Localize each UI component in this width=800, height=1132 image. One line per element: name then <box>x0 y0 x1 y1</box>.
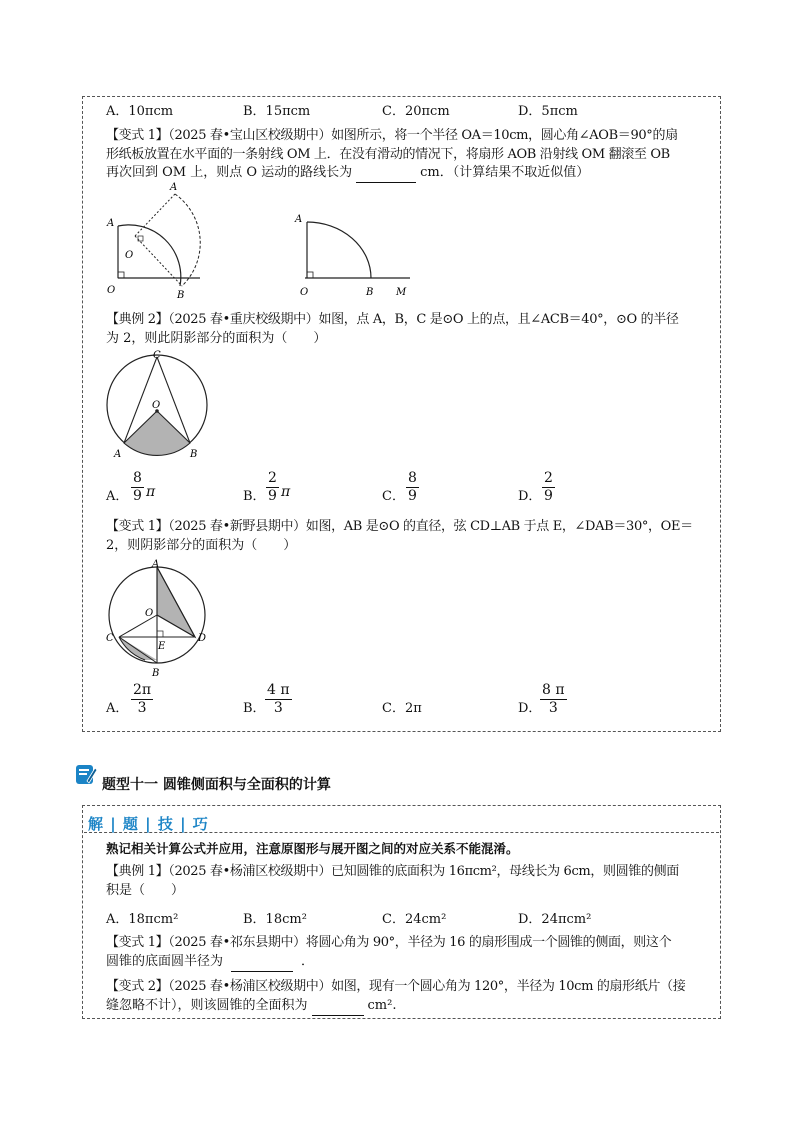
example2-option-c-num: 8 <box>408 470 417 486</box>
top-option-a: A．10πcm <box>106 104 174 119</box>
fig2-label-o: O <box>300 287 309 298</box>
variant1-line3-before: 再次回到 OM 上，则点 O 运动的路线长为 <box>106 165 353 180</box>
variant1b-option-d-frac <box>540 682 567 717</box>
example2-option-c-den: 9 <box>408 488 417 504</box>
sector-on-ray-figure <box>290 208 420 303</box>
fig1-label-o-base: O <box>107 285 116 296</box>
fig3-label-o: O <box>152 400 161 411</box>
fig3-label-c: C <box>153 350 161 361</box>
example2-option-d-den: 9 <box>544 488 553 504</box>
variant1b-option-c: C．2π <box>382 701 422 716</box>
example2-option-a-frac <box>131 470 144 505</box>
example2-option-d-num: 2 <box>544 470 553 486</box>
variant1b-line1: 【变式 1】（2025 春•新野县期中）如图，AB 是⊙O 的直径，弦 CD⊥AB 于点 E，∠DAB＝30°，OE＝ <box>106 519 693 534</box>
variant1c-line2 <box>106 952 314 972</box>
fig4-label-c: C <box>106 633 114 644</box>
example2-option-a-pi: π <box>146 484 156 500</box>
example2-option-b-frac <box>266 470 279 505</box>
example1-option-b: B．18cm² <box>243 912 307 927</box>
variant1b-option-a-den: 3 <box>137 700 147 716</box>
pencil-note-icon <box>74 762 98 786</box>
example1-option-c: C．24cm² <box>382 912 447 927</box>
top-option-c: C．20πcm <box>382 104 450 119</box>
variant1-line1: 【变式 1】（2025 春•宝山区校级期中）如图所示，将一个半径 OA＝10cm，圆心角∠AOB＝90°的扇 <box>106 128 678 143</box>
example2-option-c-label: C． <box>382 489 405 504</box>
diameter-chord-figure <box>100 556 215 678</box>
fig4-label-b: B <box>152 668 160 678</box>
variant1-line2: 形纸板放置在水平面的一条射线 OM 上．在没有滑动的情况下，将扇形 AOB 沿射线 OM 翻滚至 OB <box>106 147 670 162</box>
answer-blank <box>312 1001 364 1016</box>
example1-option-a: A．18πcm² <box>106 912 179 927</box>
fig3-label-b: B <box>190 449 198 460</box>
example2-option-b-num: 2 <box>268 470 277 486</box>
top-option-b: B．15πcm <box>243 104 311 119</box>
fig4-label-e: E <box>158 641 166 652</box>
variant1c-line2-after: ． <box>301 954 315 969</box>
variant1b-option-d-label: D． <box>518 701 542 716</box>
variant1b-option-a-num: 2π <box>133 682 152 698</box>
variant1b-option-d-num: 8 π <box>542 682 565 698</box>
example2-line1: 【典例 2】（2025 春•重庆校级期中）如图，点 A，B，C 是⊙O 上的点，且∠ACB＝40°，⊙O 的半径 <box>106 312 679 327</box>
example2-option-b-pi: π <box>281 484 291 500</box>
top-option-d: D．5πcm <box>518 104 578 119</box>
fig4-label-o: O <box>145 608 154 619</box>
variant1b-line2: 2，则阴影部分的面积为（ ） <box>106 538 297 553</box>
variant1b-option-b-num: 4 π <box>267 682 290 698</box>
section-title: 题型十一 圆锥侧面积与全面积的计算 <box>102 777 331 793</box>
example2-option-d-label: D． <box>518 489 542 504</box>
variant2-line2 <box>106 996 396 1016</box>
example2-option-a-den: 9 <box>133 488 142 504</box>
fig2-label-b: B <box>366 287 374 298</box>
variant1b-option-b-den: 3 <box>273 700 283 716</box>
fig2-label-a: A <box>295 214 303 225</box>
tips-heading: 解 | 题 | 技 | 巧 <box>88 815 209 833</box>
inscribed-angle-figure <box>100 347 215 462</box>
example2-line2: 为 2，则此阴影部分的面积为（ ） <box>106 331 327 346</box>
example1-line1: 【典例 1】（2025 春•杨浦区校级期中）已知圆锥的底面积为 16πcm²，母线长为 6cm，则圆锥的侧面 <box>106 864 679 879</box>
example1-line2: 积是（ ） <box>106 883 185 898</box>
variant1-line3-after: cm．（计算结果不取近似值） <box>420 165 590 180</box>
variant1c-line1: 【变式 1】（2025 春•祁东县期中）将圆心角为 90°，半径为 16 的扇形围成一个圆锥的侧面，则这个 <box>106 935 672 950</box>
variant1b-option-b-label: B． <box>243 701 266 716</box>
variant1b-option-b-frac <box>265 682 292 717</box>
example2-option-d-frac <box>542 470 555 505</box>
variant1b-option-d-den: 3 <box>548 700 558 716</box>
example2-option-b-den: 9 <box>268 488 277 504</box>
fig4-label-d: D <box>198 633 207 644</box>
variant1c-line2-before: 圆锥的底面圆半径为 <box>106 954 224 969</box>
fig1-label-o: O <box>125 250 134 261</box>
fig3-label-a: A <box>114 449 122 460</box>
fig2-label-m: M <box>396 287 407 298</box>
variant2-line2-after: cm². <box>367 998 397 1013</box>
fig1-label-a-top: A <box>170 182 178 193</box>
fig1-label-a: A <box>107 218 115 229</box>
fig1-label-b: B <box>177 290 185 301</box>
variant1b-option-a-label: A． <box>106 701 129 716</box>
example2-option-b-label: B． <box>243 489 266 504</box>
example2-option-a-num: 8 <box>133 470 142 486</box>
tips-summary: 熟记相关计算公式并应用，注意原图形与展开图之间的对应关系不能混淆。 <box>106 841 519 856</box>
example1-option-d: D．24πcm² <box>518 912 592 927</box>
variant2-line1: 【变式 2】（2025 春•杨浦区校级期中）如图，现有一个圆心角为 120°，半径为 10cm 的扇形纸片（接 <box>106 979 686 994</box>
variant1b-option-a-frac <box>131 682 153 717</box>
fig4-label-a: A <box>152 559 160 570</box>
answer-blank <box>231 957 293 972</box>
example2-option-a-label: A． <box>106 489 129 504</box>
example2-option-c-frac <box>406 470 419 505</box>
variant2-line2-before: 缝忽略不计），则该圆锥的全面积为 <box>106 998 308 1013</box>
